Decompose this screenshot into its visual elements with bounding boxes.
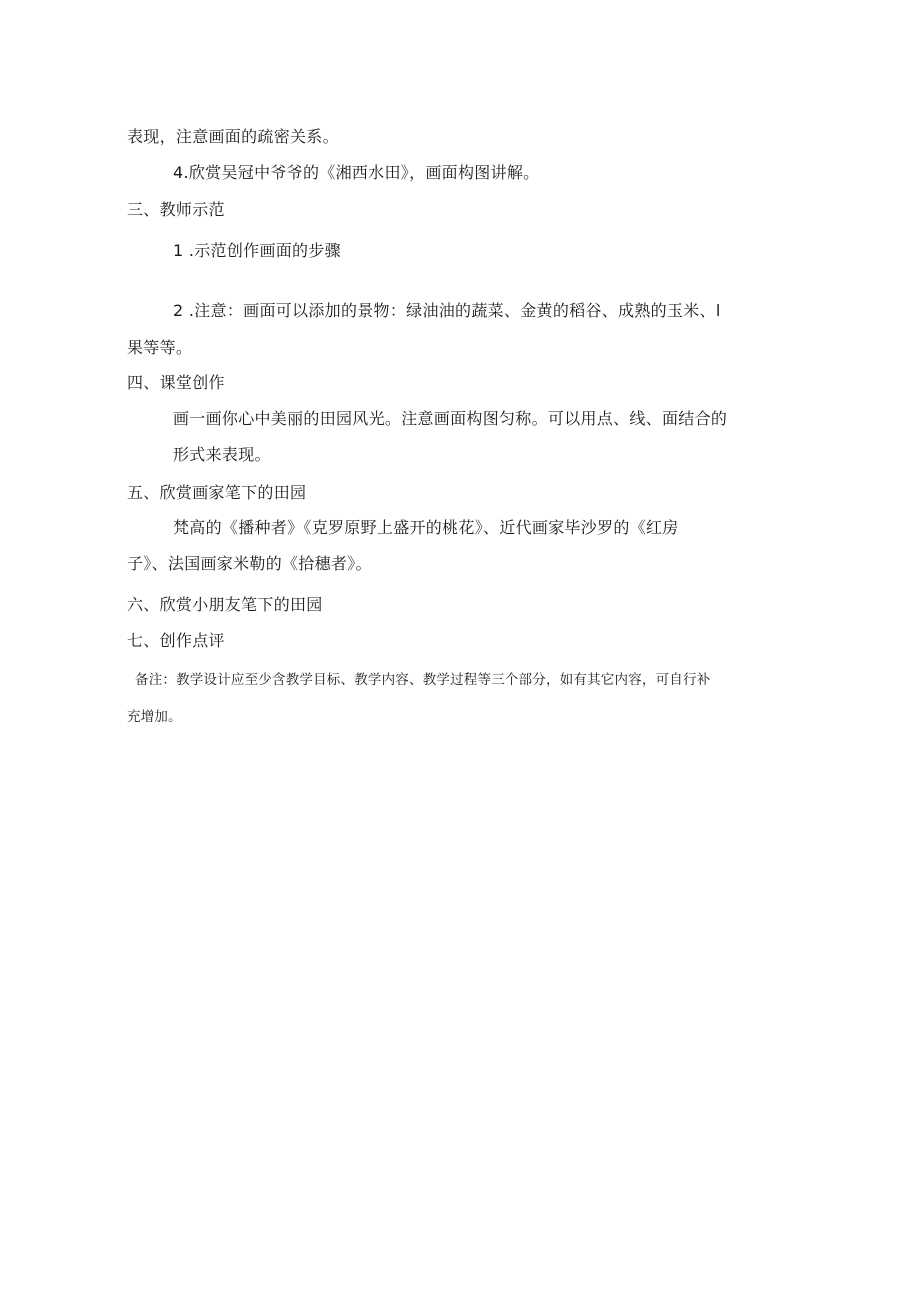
section-heading-3: 三、教师示范 bbox=[127, 200, 225, 219]
text-line-2: 4.欣赏吴冠中爷爷的《湘西水田》，画面构图讲解。 bbox=[173, 163, 540, 182]
section-heading-7: 七、创作点评 bbox=[127, 631, 225, 650]
text-line-9: 形式来表现。 bbox=[173, 445, 271, 464]
text-line-6: 果等等。 bbox=[127, 338, 193, 357]
section-heading-5: 五、欣赏画家笔下的田园 bbox=[127, 483, 307, 502]
section-heading-6: 六、欣赏小朋友笔下的田园 bbox=[127, 595, 323, 614]
text-line-12: 子》、法国画家米勒的《拾穗者》。 bbox=[127, 554, 372, 573]
note-line-1: 备注：教学设计应至少含教学目标、教学内容、教学过程等三个部分，如有其它内容，可自行补 bbox=[135, 672, 711, 688]
text-line-11: 梵高的《播种者》《克罗原野上盛开的桃花》、近代画家毕沙罗的《红房 bbox=[173, 518, 679, 537]
text-line-1: 表现，注意画面的疏密关系。 bbox=[127, 127, 339, 146]
note-line-2: 充增加。 bbox=[127, 709, 182, 725]
text-line-4: 1 .示范创作画面的步骤 bbox=[173, 241, 341, 260]
text-line-5: 2 .注意：画面可以添加的景物：绿油油的蔬菜、金黄的稻谷、成熟的玉米、l bbox=[173, 301, 721, 320]
section-heading-4: 四、课堂创作 bbox=[127, 373, 225, 392]
text-line-8: 画一画你心中美丽的田园风光。注意画面构图匀称。可以用点、线、面结合的 bbox=[173, 409, 728, 428]
